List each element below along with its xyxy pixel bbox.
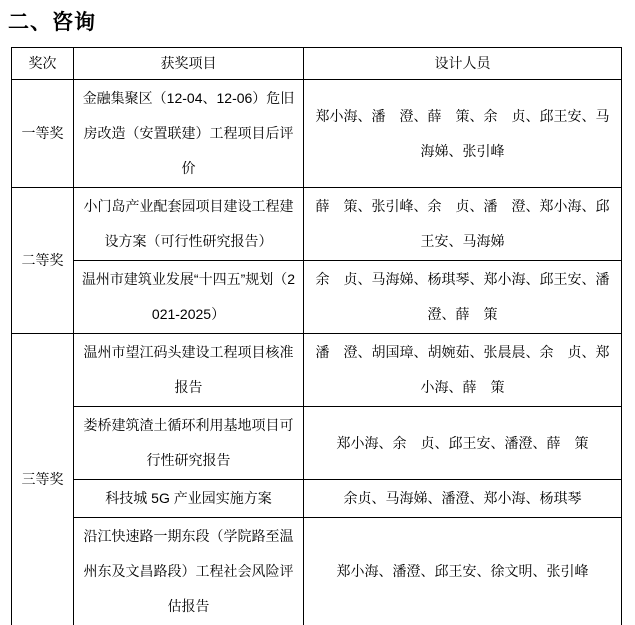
table-row (12, 188, 622, 261)
header-award: 奖次 (12, 48, 74, 80)
project-cell: 科技城 5G 产业园实施方案 (74, 480, 304, 518)
project-cell: 娄桥建筑渣土循环利用基地项目可行性研究报告 (74, 407, 304, 480)
header-designers: 设计人员 (304, 48, 622, 80)
award-cell-second: 二等奖 (12, 188, 74, 334)
designers-cell: 余 贞、马海娣、杨琪琴、郑小海、邱王安、潘 澄、薛 策 (304, 261, 622, 334)
table-row (12, 334, 622, 407)
designers-cell: 郑小海、潘澄、邱王安、徐文明、张引峰 (304, 518, 622, 625)
table-row (12, 80, 622, 188)
designers-cell: 薛 策、张引峰、余 贞、潘 澄、郑小海、邱王安、马海娣 (304, 188, 622, 261)
award-cell-third: 三等奖 (12, 334, 74, 625)
project-cell: 小门岛产业配套园项目建设工程建设方案（可行性研究报告） (74, 188, 304, 261)
designers-cell: 潘 澄、胡国璋、胡婉茹、张晨晨、余 贞、郑小海、薛 策 (304, 334, 622, 407)
awards-table (11, 47, 622, 625)
table-header-row (12, 48, 622, 80)
designers-cell: 郑小海、潘 澄、薛 策、余 贞、邱王安、马海娣、张引峰 (304, 80, 622, 188)
project-cell: 金融集聚区（12-04、12-06）危旧房改造（安置联建）工程项目后评价 (74, 80, 304, 188)
project-cell: 沿江快速路一期东段（学院路至温州东及文昌路段）工程社会风险评估报告 (74, 518, 304, 625)
designers-cell: 郑小海、余 贞、邱王安、潘澄、薛 策 (304, 407, 622, 480)
table-row (12, 480, 622, 518)
designers-cell: 余贞、马海娣、潘澄、郑小海、杨琪琴 (304, 480, 622, 518)
header-project: 获奖项目 (74, 48, 304, 80)
table-row (12, 261, 622, 334)
project-cell: 温州市望江码头建设工程项目核准报告 (74, 334, 304, 407)
award-cell-first: 一等奖 (12, 80, 74, 188)
project-cell: 温州市建筑业发展“十四五”规划（2021-2025） (74, 261, 304, 334)
page-title: 二、咨询 (8, 11, 96, 34)
table-row (12, 518, 622, 625)
table-row (12, 407, 622, 480)
